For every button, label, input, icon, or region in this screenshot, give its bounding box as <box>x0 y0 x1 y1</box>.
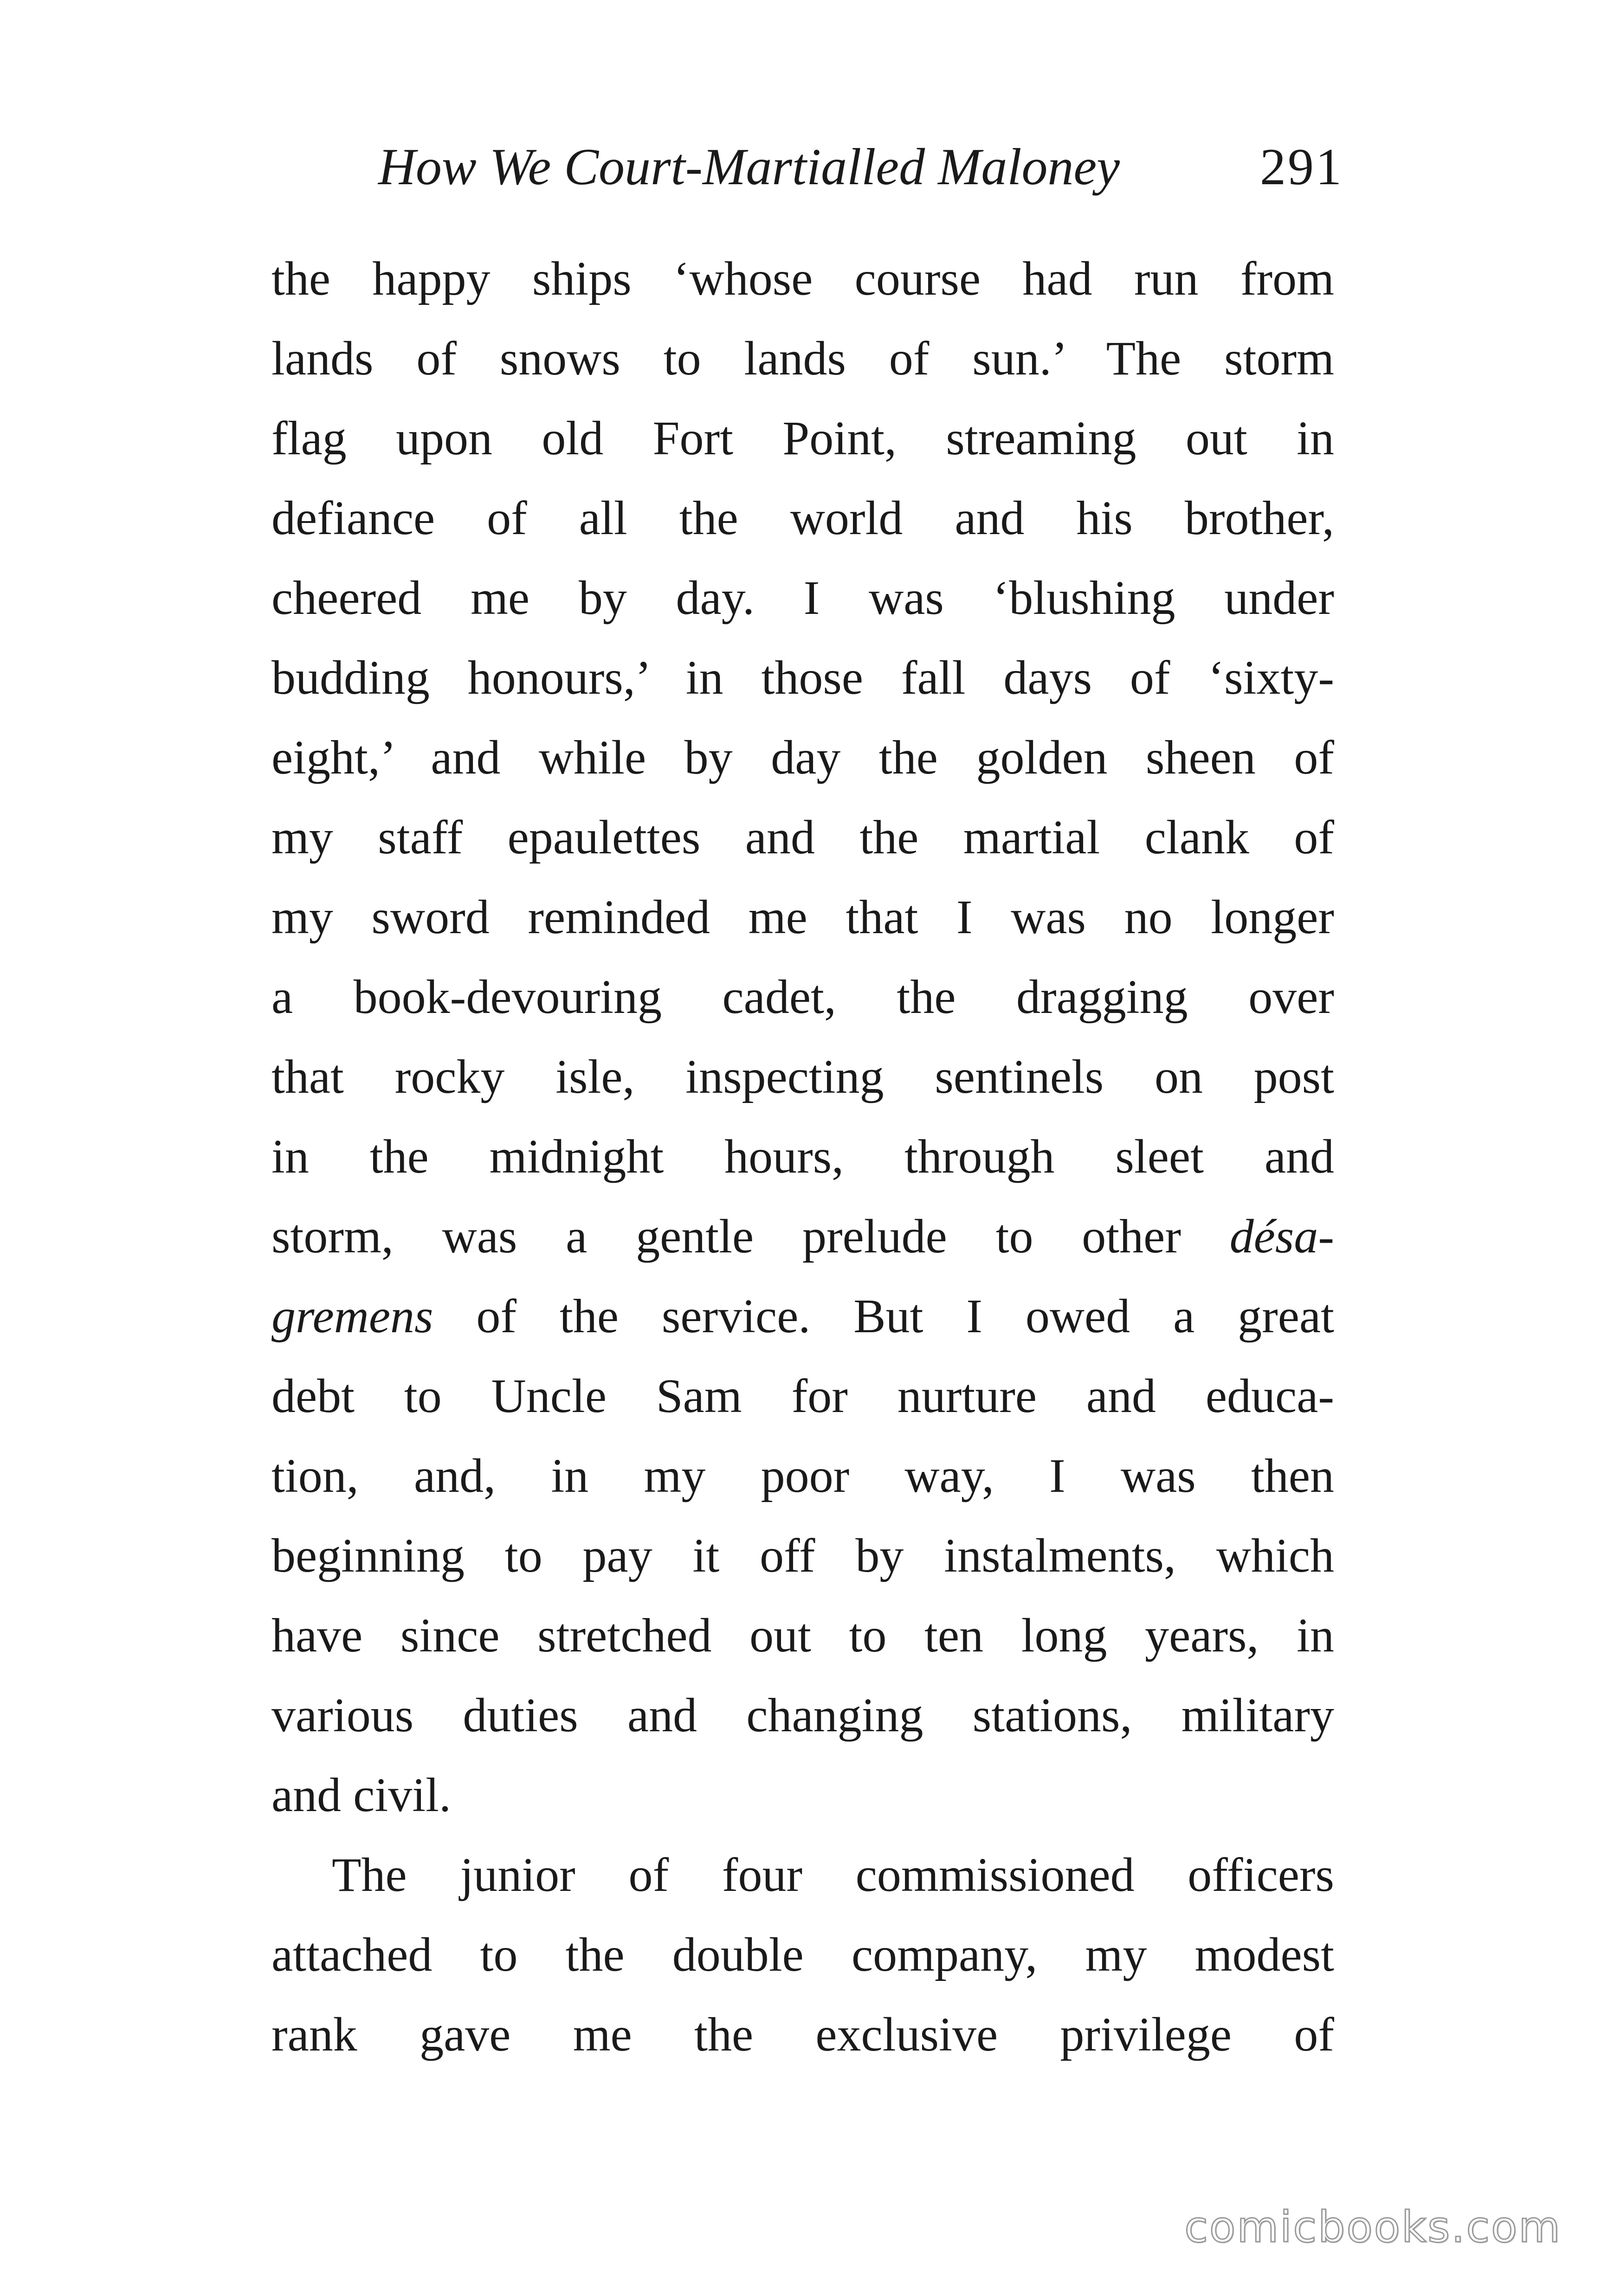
text-line: cheered me by day. I was ‘blushing under <box>271 571 1334 625</box>
text-line: that rocky isle, inspecting sentinels on post <box>271 1050 1334 1103</box>
text-line: my sword reminded me that I was no longer <box>271 890 1334 944</box>
text-line: rank gave me the exclusive privilege of <box>271 2008 1334 2061</box>
text-line: attached to the double company, my modest <box>271 1928 1334 1981</box>
paragraph <box>271 1835 1334 2075</box>
text-line: the happy ships ‘whose course had run from <box>271 252 1334 305</box>
running-head <box>378 139 1343 195</box>
text-line: budding honours,’ in those fall days of ‘sixty- <box>271 651 1334 704</box>
italic-word: désa- <box>1229 1210 1334 1263</box>
text-line: defiance of all the world and his brother, <box>271 491 1334 545</box>
text-line: beginning to pay it off by instalments, which <box>271 1529 1334 1582</box>
text-line: debt to Uncle Sam for nurture and educa- <box>271 1369 1334 1423</box>
text-line: gremens of the service. But I owed a great <box>271 1290 1334 1343</box>
text-line: in the midnight hours, through sleet and <box>271 1130 1334 1183</box>
text-line: my staff epaulettes and the martial clank of <box>271 811 1334 864</box>
body-text <box>271 239 1334 2075</box>
text-line: and civil. <box>271 1768 452 1822</box>
text-line: flag upon old Fort Point, streaming out in <box>271 412 1334 465</box>
text-line: tion, and, in my poor way, I was then <box>271 1449 1334 1503</box>
text-line: a book-devouring cadet, the dragging over <box>271 970 1334 1024</box>
italic-word: gremens <box>271 1290 433 1343</box>
paragraph <box>271 239 1334 1835</box>
text-line: have since stretched out to ten long years, in <box>271 1609 1334 1662</box>
text-line: storm, was a gentle prelude to other désa- <box>271 1210 1334 1263</box>
running-title: How We Court-Martialled Maloney <box>378 138 1120 196</box>
watermark-logo: comicbooks.com <box>1184 2202 1562 2252</box>
page-number: 291 <box>1260 138 1343 196</box>
text-line: various duties and changing stations, military <box>271 1689 1334 1742</box>
text-line: lands of snows to lands of sun.’ The storm <box>271 332 1334 385</box>
text-line: The junior of four commissioned officers <box>332 1848 1334 1902</box>
text-line: eight,’ and while by day the golden sheen of <box>271 731 1334 784</box>
